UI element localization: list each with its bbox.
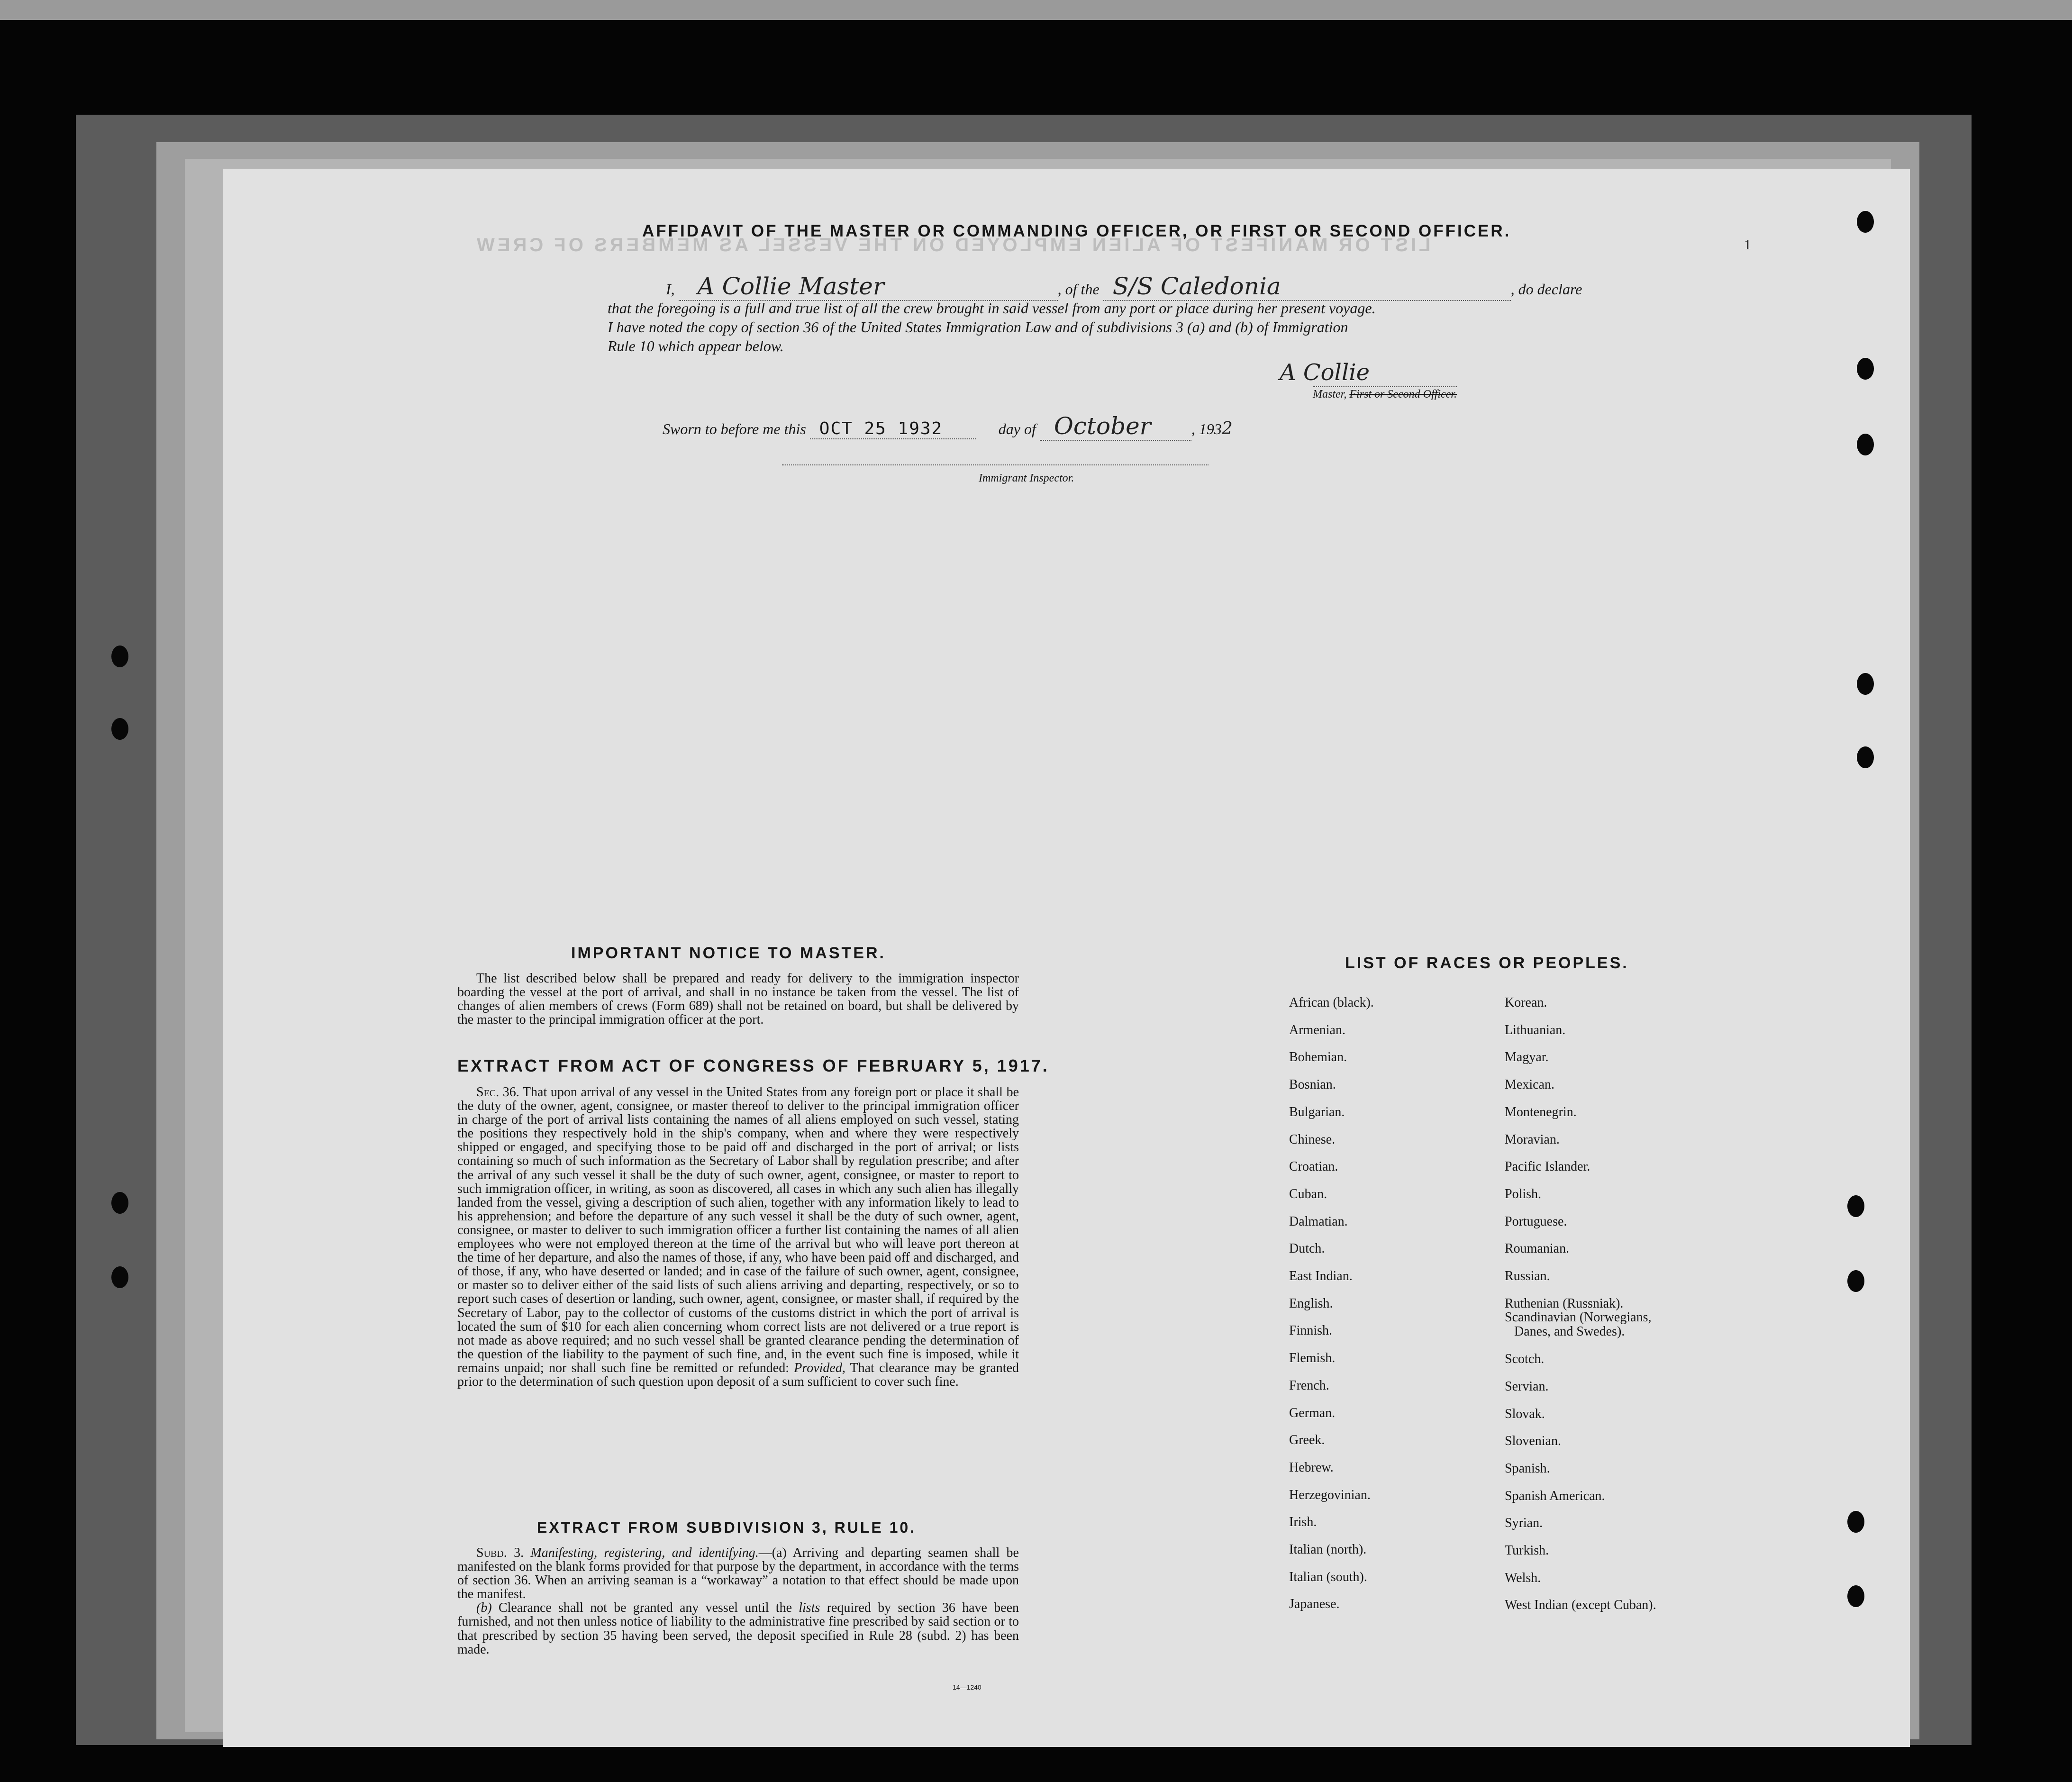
race-item: Japanese. <box>1289 1597 1340 1612</box>
race-item: Korean. <box>1505 995 1547 1010</box>
race-item: Flemish. <box>1289 1351 1336 1366</box>
rule-extract-body <box>457 1546 1019 1656</box>
race-item: Montenegrin. <box>1505 1104 1577 1119</box>
race-item: Bohemian. <box>1289 1050 1347 1065</box>
master-signature: A Collie <box>1280 359 1370 386</box>
inspector-label: Immigrant Inspector. <box>979 472 1074 484</box>
do-declare-label: , do declare <box>1510 281 1582 298</box>
race-item: Italian (south). <box>1289 1569 1367 1584</box>
binder-hole <box>1847 1585 1864 1607</box>
race-item: Armenian. <box>1289 1022 1345 1037</box>
provided-label: Provided, <box>794 1360 845 1375</box>
race-item: Servian. <box>1505 1379 1549 1394</box>
race-item: African (black). <box>1289 995 1374 1010</box>
race-item: Spanish American. <box>1505 1488 1605 1503</box>
race-item: Russian. <box>1505 1269 1550 1283</box>
race-item: Greek. <box>1289 1433 1325 1448</box>
of-the-label: , of the <box>1057 281 1100 298</box>
binder-hole <box>111 1192 128 1214</box>
race-item: Slovak. <box>1505 1406 1545 1421</box>
notice-title: IMPORTANT NOTICE TO MASTER. <box>571 944 886 962</box>
race-item: Cuban. <box>1289 1186 1327 1201</box>
race-item: Welsh. <box>1505 1570 1541 1585</box>
affidavit-line-2: that the foregoing is a full and true list of all the crew brought in said vessel from any port or place during her present voyage. <box>608 300 1376 317</box>
rule-extract-title: EXTRACT FROM SUBDIVISION 3, RULE 10. <box>537 1519 917 1536</box>
binder-hole <box>1857 358 1874 380</box>
race-item: Scandinavian (Norwegians, <box>1505 1310 1652 1325</box>
subdivision-a-paragraph <box>457 1546 1019 1601</box>
race-item: Bulgarian. <box>1289 1104 1345 1119</box>
officer-struck-label: First or Second Officer. <box>1349 388 1457 400</box>
binder-hole <box>1857 746 1874 768</box>
master-name-handwritten: A Collie Master <box>679 273 1058 301</box>
binder-hole <box>111 718 128 740</box>
section-36-paragraph <box>457 1085 1019 1389</box>
sworn-label: Sworn to before me this <box>663 420 806 437</box>
section-36-text: That upon arrival of any vessel in the United States from any foreign port or place it shall be the duty of the owner, agent, consignee, or master thereof to deliver to the principal immigration officer in charge of the port of arrival lists containing the names of all aliens employed on such vessel, stating the positions they respectively hold in the ship's company, when and where they were respectively shipped or engaged, and specifying those to be paid off and discharged in the port of arrival; or lists containing so much of such information as the Secretary of Labor shall by regulation prescribe; and after the arrival of any such vessel it shall be the duty of such owner, agent, consignee, or master to report to such immigration officer, in writing, as soon as discovered, all cases in which any such alien has illegally landed from the vessel, giving a description of such alien, together with any information likely to lead to his apprehension; and before the departure of any such vessel it shall be the duty of such owner, agent, consignee, or master to deliver to such immigration officer a further list containing the names of all alien employees who were not employed thereon at the time of the arrival but who will leave port thereon at the time of her departure, and also the names of those, if any, who have been paid off and discharged, and of those, if any, who have deserted or landed; and in case of the failure of such owner, agent, consignee, or master so to deliver either of the said lists of such aliens arriving and departing, respectively, or so to report such cases of desertion or landing, such owner, agent, consignee, or master shall, if required by the Secretary of Labor, pay to the collector of customs of the customs district in which the port of arrival is located the sum of $10 for each alien concerning whom correct lists are not delivered or a true report is not made as above required; and no such vessel shall be granted clearance pending the determination of the question of the liability to the payment of such fine, and, in the event such fine is imposed, while it remains unpaid; nor shall such fine be remitted or refunded: <box>457 1085 1019 1375</box>
binder-hole <box>1857 434 1874 455</box>
subdivision-b-text-end: required by section 36 have been furnished, and not then unless notice of liability to the administrative fine prescribed by said section or to that prescribed by section 35 having been served, the deposit specified in Rule 28 (subd. 2) has been made. <box>457 1600 1019 1657</box>
subdivision-heading: Manifesting, registering, and identifying. <box>530 1546 759 1560</box>
race-item: Lithuanian. <box>1505 1022 1566 1037</box>
race-item: Roumanian. <box>1505 1241 1570 1256</box>
race-item: Magyar. <box>1505 1050 1549 1065</box>
race-item: Portuguese. <box>1505 1214 1567 1229</box>
race-item: Turkish. <box>1505 1543 1549 1558</box>
section-36-text-end: That clearance may be granted prior to the determination of such question upon deposit of a sum sufficient to cover such fine. <box>457 1360 1019 1389</box>
race-item: Moravian. <box>1505 1132 1560 1147</box>
year-prefix: , 193 <box>1191 420 1222 437</box>
master-label: Master, <box>1313 388 1347 400</box>
subdivision-b-text: Clearance shall not be granted any vessel until the <box>498 1600 792 1616</box>
race-item: Syrian. <box>1505 1516 1543 1531</box>
binder-hole <box>111 1266 128 1288</box>
sworn-line <box>663 412 1233 441</box>
date-stamp: OCT 25 1932 <box>810 419 976 439</box>
act-extract-body <box>457 1085 1019 1389</box>
notice-paragraph: The list described below shall be prepared and ready for delivery to the immigration inspector boarding the vessel at the port of arrival, and shall in no instance be taken from the vessel. The list of changes of alien members of crews (Form 689) shall not be retained on board, but shall be delivered by the master to the principal immigration officer at the port. <box>457 971 1019 1027</box>
race-item: Mexican. <box>1505 1077 1554 1092</box>
section-label: Sec. 36. <box>476 1085 519 1100</box>
race-item: Dutch. <box>1289 1241 1325 1256</box>
affidavit-line-3: I have noted the copy of section 36 of the United States Immigration Law and of subdivisions 3 (a) and (b) of Immigration <box>608 318 1348 336</box>
race-item: Dalmatian. <box>1289 1214 1348 1229</box>
year-handwritten: 2 <box>1221 419 1233 438</box>
subdivision-a-text: —(a) Arriving and departing seamen shall be manifested on the blank forms provided for that purpose by the department, in accordance with the terms of section 36. When an arriving seaman is a “workaway” a notation to that effect should be made upon the manifest. <box>457 1546 1019 1602</box>
inspector-signature-line <box>782 464 1209 465</box>
race-item: Polish. <box>1505 1186 1542 1201</box>
race-item: Slovenian. <box>1505 1434 1561 1449</box>
subdivision-label: Subd. 3. <box>476 1546 524 1560</box>
race-item: Bosnian. <box>1289 1077 1336 1092</box>
race-item: French. <box>1289 1378 1329 1393</box>
affidavit-line-4: Rule 10 which appear below. <box>608 337 784 355</box>
race-item: Herzegovinian. <box>1289 1487 1371 1502</box>
race-item: Chinese. <box>1289 1132 1336 1147</box>
month-handwritten: October <box>1040 412 1191 441</box>
subdivision-b-paragraph <box>457 1601 1019 1656</box>
race-item: Ruthenian (Russniak). <box>1505 1296 1624 1311</box>
race-item: West Indian (except Cuban). <box>1505 1598 1656 1613</box>
binder-hole <box>1847 1195 1864 1217</box>
race-item: Danes, and Swedes). <box>1514 1324 1625 1339</box>
lists-word: lists <box>799 1600 820 1616</box>
day-of-label: day of <box>998 420 1036 437</box>
binder-hole <box>111 646 128 667</box>
race-item: Scotch. <box>1505 1352 1545 1367</box>
affidavit-pronoun: I, <box>666 281 675 298</box>
race-item: Italian (north). <box>1289 1542 1367 1557</box>
notice-body <box>457 972 1019 1027</box>
binder-hole <box>1857 673 1874 695</box>
race-item: Irish. <box>1289 1515 1317 1530</box>
document-page <box>223 169 1910 1747</box>
page-number: 1 <box>1744 237 1751 253</box>
scan-top-band <box>0 0 2072 20</box>
binder-hole <box>1857 211 1874 233</box>
race-item: Hebrew. <box>1289 1460 1334 1475</box>
race-item: German. <box>1289 1405 1336 1420</box>
race-item: English. <box>1289 1296 1333 1311</box>
binder-hole <box>1847 1270 1864 1292</box>
race-item: Finnish. <box>1289 1323 1333 1338</box>
affidavit-title: AFFIDAVIT OF THE MASTER OR COMMANDING OFFICER, OR FIRST OR SECOND OFFICER. <box>642 222 1511 240</box>
races-title: LIST OF RACES OR PEOPLES. <box>1345 954 1629 972</box>
form-number: 14—1240 <box>953 1683 981 1691</box>
race-item: Pacific Islander. <box>1505 1159 1590 1174</box>
act-extract-title: EXTRACT FROM ACT OF CONGRESS OF FEBRUARY 5, 1917. <box>457 1056 1049 1075</box>
race-item: Spanish. <box>1505 1461 1550 1476</box>
vessel-name-handwritten: S/S Caledonia <box>1103 273 1511 301</box>
subdivision-b-label: (b) <box>476 1600 492 1616</box>
race-item: East Indian. <box>1289 1269 1353 1283</box>
affidavit-declaration-line <box>666 273 1582 301</box>
race-item: Croatian. <box>1289 1159 1338 1174</box>
bleed-through-text: LIST OR MANIFEST OF ALIEN EMPLOYED ON THE VESSEL AS MEMBERS OF CREW <box>474 235 1431 255</box>
officer-signature-line <box>1313 386 1457 401</box>
binder-hole <box>1847 1511 1864 1533</box>
